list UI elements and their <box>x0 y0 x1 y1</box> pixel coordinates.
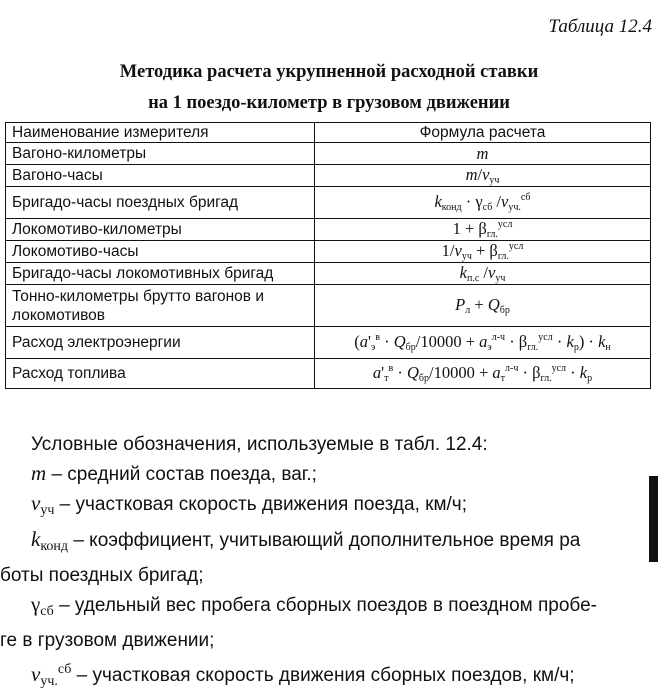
table-row <box>6 219 651 241</box>
symbol-v-sb: $v_{уч.}^{сб}$ <box>31 662 72 689</box>
note-v: $v_{уч}$ – участковая скорость движения поезда, км/ч; <box>31 491 467 518</box>
formula-fuel: $a'_т^в \cdot Q_{бр}/10000 + a_т^{л-ч} \cdot \beta_{гл.}^{усл} \cdot k_р$ <box>315 359 651 389</box>
column-header-name: Наименование измерителя <box>6 123 315 143</box>
row-name: Расход топлива <box>6 359 315 389</box>
table-row <box>6 285 651 327</box>
symbol-gamma: $\gamma_{сб}$ <box>31 592 54 619</box>
row-name: Расход электроэнергии <box>6 327 315 359</box>
row-name: Локомотиво-километры <box>6 219 315 241</box>
formula-loco-crew-hours: $k_{п.с}$ $/v_{уч}$ <box>315 263 651 285</box>
table-row <box>6 263 651 285</box>
note-k: $k_{конд}$ – коэффициент, учитывающий дополнительное время ра <box>31 527 581 554</box>
table-row <box>6 327 651 359</box>
row-name: Бригадо-часы локомотивных бригад <box>6 263 315 285</box>
formula-wagon-hours: $m/v_{уч}$ <box>315 165 651 187</box>
column-header-formula: Формула расчета <box>315 123 651 143</box>
calculation-table <box>5 122 651 389</box>
table-row <box>6 241 651 263</box>
note-k-cont: боты поездных бригад; <box>0 565 204 586</box>
table-header-row <box>6 123 651 143</box>
row-name: Локомотиво-часы <box>6 241 315 263</box>
formula-loco-km: $1 + \beta_{гл.}^{усл}$ <box>315 219 651 241</box>
table-row <box>6 165 651 187</box>
note-gamma-cont: ге в грузовом движении; <box>0 630 215 651</box>
page-edge-marker <box>649 476 658 562</box>
note-m: m – средний состав поезда, ваг.; <box>31 461 317 485</box>
table-title-line-2: на 1 поездо-километр в грузовом движении <box>148 93 510 113</box>
symbol-k: $k_{конд}$ <box>31 527 69 554</box>
formula-wagon-km: m <box>315 143 651 165</box>
note-gamma: $\gamma_{сб}$ – удельный вес пробега сборных поездов в поездном пробе- <box>31 592 597 619</box>
row-name: Вагоно-километры <box>6 143 315 165</box>
row-name: Бригадо-часы поездных бригад <box>6 187 315 219</box>
row-name: Тонно-километры брутто вагонов и локомотивов <box>6 285 315 327</box>
table-title-line-1: Методика расчета укрупненной расходной ставки <box>119 62 539 82</box>
symbol-v: $v_{уч}$ <box>31 491 55 518</box>
formula-gross-tonne-km: $P_л + Q_{бр}$ <box>315 285 651 327</box>
formula-electricity: $(a'_э^в \cdot Q_{бр}/10000 + a_э^{л-ч} \cdot \beta_{гл.}^{усл} \cdot k_р) \cdot k_н$ <box>315 327 651 359</box>
table-number-label: Таблица 12.4 <box>548 16 652 37</box>
legend-notes <box>0 430 652 696</box>
notes-intro: Условные обозначения, используемые в табл. 12.4: <box>31 434 488 455</box>
table-row <box>6 187 651 219</box>
formula-loco-hours: $1/v_{уч} + \beta_{гл.}^{усл}$ <box>315 241 651 263</box>
symbol-m: m <box>31 461 47 485</box>
table-row <box>6 359 651 389</box>
note-vsb: $v_{уч.}^{сб}$ – участковая скорость движения сборных поездов, км/ч; <box>31 662 575 689</box>
row-name: Вагоно-часы <box>6 165 315 187</box>
formula-train-crew-hours: $k_{конд} \cdot \gamma_{сб}$ $/v_{уч.}^{сб}$ <box>315 187 651 219</box>
table-row <box>6 143 651 165</box>
